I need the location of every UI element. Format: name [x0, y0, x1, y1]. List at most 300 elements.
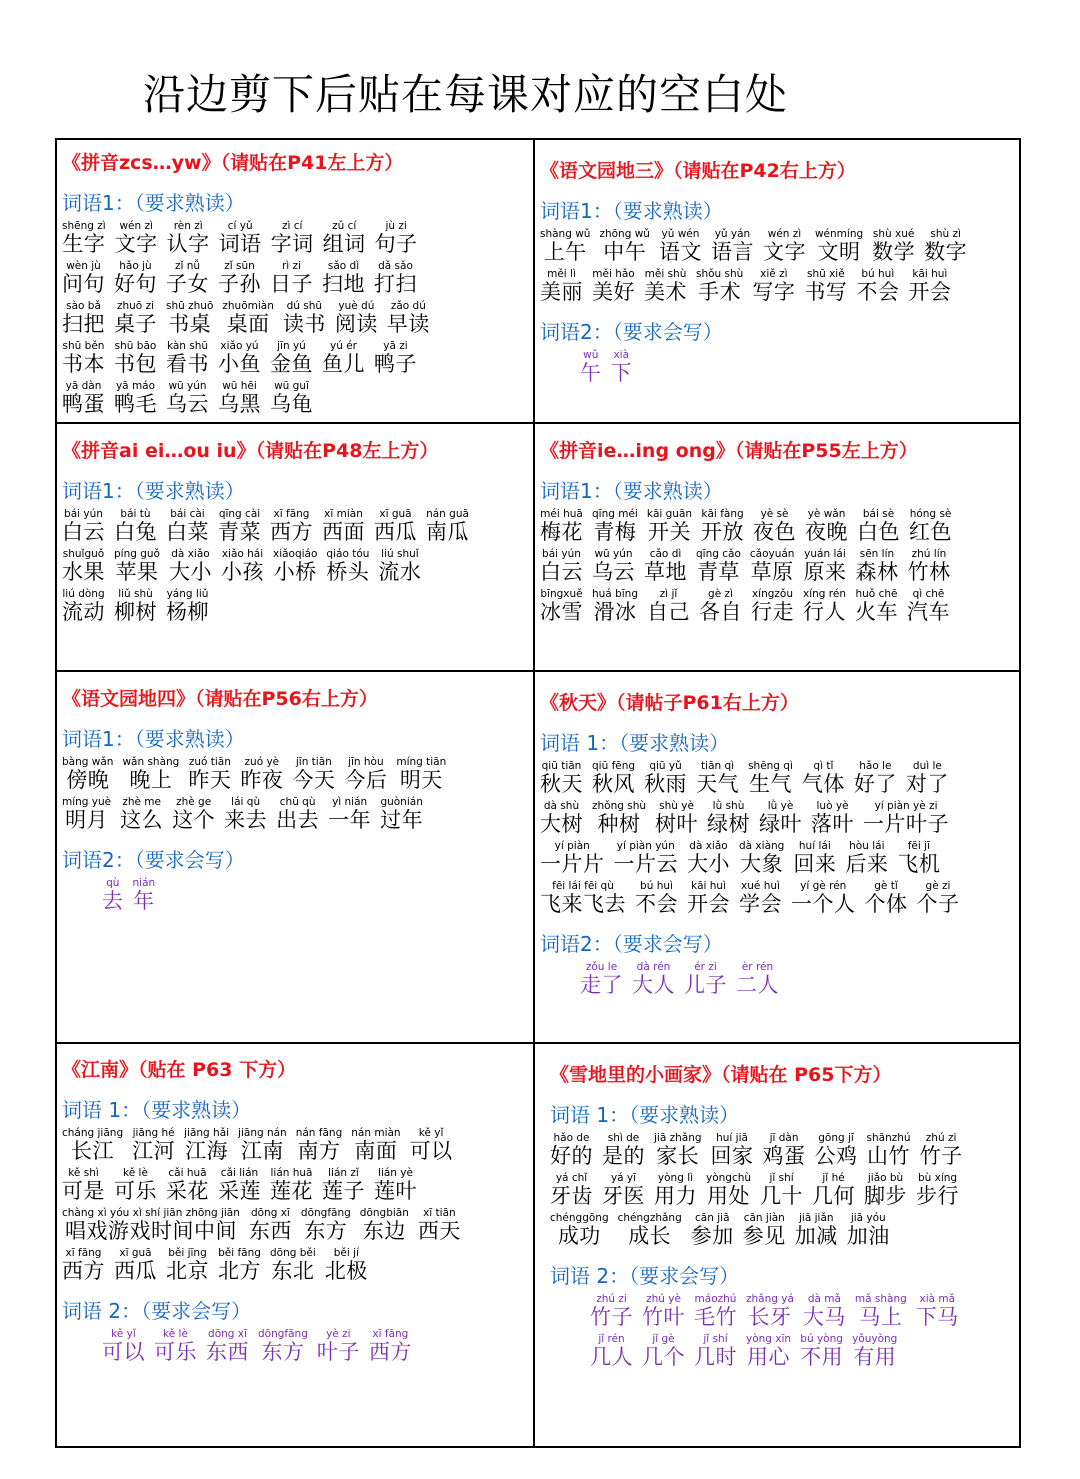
hanzi: 毛竹 [694, 1305, 737, 1329]
vocab-word [691, 1212, 734, 1248]
vocab-word [328, 796, 371, 832]
hanzi: 大象 [740, 852, 784, 876]
vocab-word [270, 1247, 316, 1283]
hanzi: 东边 [362, 1219, 406, 1243]
word-row [540, 800, 969, 836]
hanzi: 文字 [762, 240, 806, 264]
vocab-word [270, 508, 313, 544]
hanzi: 文明 [817, 240, 861, 264]
pinyin: shù xué [872, 228, 915, 240]
vocab-word [540, 800, 583, 836]
hanzi: 用心 [747, 1345, 791, 1369]
hanzi: 扫把 [62, 312, 105, 336]
pinyin: chàng xì yóu xì shí jiān zhōng jiān [62, 1207, 240, 1219]
word-group-label: 词语1：（要求熟读） [62, 479, 245, 503]
vocab-word [166, 588, 209, 624]
word-group-label: 词语 2：（要求会写） [550, 1264, 740, 1288]
vocab-word [62, 756, 113, 792]
pinyin: lǜ yè [767, 800, 794, 812]
vocab-word [803, 548, 846, 584]
word-group-label: 词语1：（要求熟读） [62, 727, 245, 751]
vocab-word [654, 1132, 702, 1168]
hanzi: 落叶 [811, 812, 855, 836]
word-row [550, 1333, 972, 1369]
vocab-word [864, 1172, 907, 1208]
hanzi: 这么 [120, 808, 164, 832]
pinyin: yā dàn [65, 380, 102, 392]
vocab-word [540, 880, 626, 916]
word-row [62, 508, 478, 544]
vocab-word [122, 756, 179, 792]
lesson-title: 《江南》（贴在 P63 下方） [62, 1059, 297, 1081]
vocab-word [793, 840, 836, 876]
pinyin: jīn tiān [295, 756, 332, 768]
hanzi: 马上 [859, 1305, 903, 1329]
hanzi: 有用 [853, 1345, 897, 1369]
vocab-word [292, 756, 335, 792]
hanzi: 青菜 [218, 520, 261, 544]
pinyin: zuó tiān [188, 756, 231, 768]
pinyin: míng tiān [396, 756, 447, 768]
vocab-word [62, 588, 105, 624]
hanzi: 打扫 [374, 272, 417, 296]
pinyin: gōng jī [818, 1132, 854, 1144]
word-row [550, 1293, 972, 1329]
pinyin: bái cài [170, 508, 205, 520]
word-row [62, 877, 455, 913]
pinyin: tiān qì [701, 760, 735, 772]
hanzi: 大人 [632, 973, 675, 997]
hanzi: 桥头 [326, 560, 370, 584]
pinyin: měi lì [547, 268, 576, 280]
hanzi: 中午 [603, 240, 647, 264]
lesson-card [62, 1055, 470, 1364]
pinyin: jiǎo bù [867, 1172, 904, 1184]
vocab-word [791, 880, 856, 916]
pinyin: wénmíng [814, 228, 864, 240]
lesson-card [62, 684, 455, 913]
hanzi: 成功 [557, 1224, 601, 1248]
hanzi: 叶子 [316, 1340, 360, 1364]
hanzi: 开关 [647, 520, 691, 544]
lesson-card [62, 436, 478, 624]
hanzi: 莲花 [270, 1179, 313, 1203]
hanzi: 一片片 [540, 852, 605, 876]
hanzi: 上午 [543, 240, 587, 264]
vocab-word [396, 756, 446, 792]
lesson-card [550, 1060, 972, 1369]
vocab-word [115, 220, 158, 256]
hanzi: 小桥 [273, 560, 317, 584]
vocab-word [635, 880, 678, 916]
hanzi: 出去 [276, 808, 320, 832]
pinyin: zhè me [122, 796, 161, 808]
vocab-word [599, 228, 650, 264]
vocab-word [166, 380, 209, 416]
vocab-word [344, 756, 387, 792]
hanzi: 回家 [710, 1144, 754, 1168]
hanzi: 开放 [701, 520, 745, 544]
hanzi: 树叶 [655, 812, 699, 836]
vocab-word [258, 1328, 308, 1364]
hanzi: 几人 [590, 1345, 633, 1369]
hanzi: 自己 [646, 600, 690, 624]
hanzi: 一年 [328, 808, 372, 832]
pinyin: nián [132, 877, 156, 889]
pinyin: xíng rén [802, 588, 846, 600]
pinyin: xué huì [741, 880, 780, 892]
hanzi: 江河 [132, 1139, 176, 1163]
pinyin: dōngfāng [300, 1207, 351, 1219]
vocab-word [133, 877, 156, 913]
pinyin: jiā jiǎn [799, 1212, 834, 1224]
hanzi: 字词 [270, 232, 314, 256]
vocab-word [642, 1333, 685, 1369]
pinyin: xī guā [379, 508, 412, 520]
hanzi: 西瓜 [374, 520, 417, 544]
vocab-word [602, 1172, 645, 1208]
pinyin: jīn hòu [348, 756, 384, 768]
hanzi: 个子 [916, 892, 960, 916]
pinyin: wǎn shàng [122, 756, 180, 768]
vocab-word [644, 548, 687, 584]
hanzi: 气体 [801, 772, 845, 796]
pinyin: yuán lái [804, 548, 846, 560]
pinyin: zì jǐ [659, 588, 678, 600]
vocab-word [746, 1293, 794, 1329]
pinyin: yè zi [326, 1328, 351, 1340]
vocab-word [711, 1132, 754, 1168]
pinyin: cǎi huā [168, 1167, 207, 1179]
vocab-word [644, 268, 687, 304]
word-row [540, 840, 969, 876]
vocab-word [218, 340, 261, 376]
vocab-word [763, 228, 806, 264]
vocab-word [172, 796, 215, 832]
pinyin: shū bāo [114, 340, 157, 352]
hanzi: 青草 [696, 560, 740, 584]
vocab-word [62, 1247, 105, 1283]
pinyin: dú shū [286, 300, 323, 312]
pinyin: zǐ sūn [224, 260, 255, 272]
hanzi: 鸭蛋 [62, 392, 105, 416]
vocab-word [218, 1167, 261, 1203]
vocab-word [62, 380, 105, 416]
lesson-title: 《拼音ie…ing ong》（请贴在P55左上方） [540, 440, 918, 462]
hanzi: 生字 [62, 232, 106, 256]
vocab-word [62, 1207, 240, 1243]
pinyin: sǎo dì [327, 260, 360, 272]
hanzi: 天气 [696, 772, 740, 796]
vocab-word [283, 300, 326, 336]
vocab-word [325, 1247, 368, 1283]
hanzi: 水果 [62, 560, 105, 584]
word-group-label: 词语1：（要求熟读） [62, 191, 245, 215]
vocab-word [114, 260, 157, 296]
hanzi: 西天 [417, 1219, 461, 1243]
pinyin: yòng xīn [746, 1333, 792, 1345]
pinyin: zhú zi [925, 1132, 957, 1144]
lesson-title: 《秋天》（请帖子P61右上方） [540, 692, 799, 714]
vocab-word [224, 796, 267, 832]
word-row [62, 380, 439, 416]
hanzi: 鸭子 [374, 352, 417, 376]
pinyin: yè sè [760, 508, 789, 520]
word-group-label: 词语1：（要求熟读） [540, 479, 723, 503]
vocab-word [222, 300, 273, 336]
hanzi: 乌黑 [218, 392, 261, 416]
word-row [62, 756, 455, 792]
hanzi: 东北 [271, 1259, 315, 1283]
vocab-word [387, 300, 430, 336]
vocab-word [590, 1293, 633, 1329]
word-row [550, 1212, 972, 1248]
vocab-word [592, 760, 635, 796]
pinyin: chéngzhǎng [617, 1212, 682, 1224]
pinyin: dōng xī [250, 1207, 290, 1219]
hanzi: 来去 [224, 808, 268, 832]
hanzi: 书本 [62, 352, 105, 376]
pinyin: yí piàn yún [616, 840, 675, 852]
pinyin: gè zi [925, 880, 951, 892]
word-row [540, 268, 976, 304]
word-row [540, 508, 961, 544]
vocab-word [114, 300, 157, 336]
pinyin: zhú zi [596, 1293, 627, 1305]
hanzi: 原来 [803, 560, 847, 584]
hanzi: 参见 [742, 1224, 786, 1248]
pinyin: xíngzǒu [751, 588, 793, 600]
pinyin: qiū tiān [541, 760, 582, 772]
vocab-word [694, 1333, 737, 1369]
vocab-word [166, 508, 209, 544]
hanzi: 不会 [635, 892, 678, 916]
hanzi: 日子 [270, 272, 313, 296]
pinyin: xī guā [119, 1247, 152, 1259]
word-row [62, 1247, 470, 1283]
pinyin: nán miàn [351, 1127, 401, 1139]
vocab-word [917, 880, 960, 916]
vocab-word [322, 260, 365, 296]
pinyin: kāi huì [691, 880, 726, 892]
vocab-word [166, 1167, 209, 1203]
vocab-word [865, 880, 908, 916]
hanzi: 采莲 [218, 1179, 261, 1203]
pinyin: běi fāng [218, 1247, 261, 1259]
hanzi: 山竹 [867, 1144, 911, 1168]
vocab-word [102, 877, 124, 913]
vocab-word [863, 800, 949, 836]
pinyin: fēi jī [907, 840, 930, 852]
vocab-word [803, 1293, 846, 1329]
pinyin: méi huā [540, 508, 583, 520]
hanzi: 江海 [185, 1139, 229, 1163]
vocab-word [602, 1132, 645, 1168]
vocab-word [760, 1172, 803, 1208]
pinyin: yá chǐ [555, 1172, 588, 1184]
hanzi: 秋雨 [644, 772, 688, 796]
hanzi: 莲子 [322, 1179, 365, 1203]
hanzi: 可以 [102, 1340, 145, 1364]
vocab-word [240, 756, 283, 792]
hanzi: 西瓜 [114, 1259, 157, 1283]
pinyin: sào bǎ [66, 300, 101, 312]
pinyin: zǎo dú [390, 300, 426, 312]
hanzi: 不用 [800, 1345, 844, 1369]
pinyin: dōng běi [270, 1247, 316, 1259]
vocab-word [62, 220, 106, 256]
pinyin: xī tiān [423, 1207, 456, 1219]
vocab-word [897, 840, 940, 876]
hanzi: 开会 [687, 892, 730, 916]
pinyin: qì chē [912, 588, 945, 600]
vocab-word [374, 1167, 417, 1203]
vocab-word [62, 796, 111, 832]
vocab-word [114, 340, 157, 376]
vocab-word [736, 961, 779, 997]
hanzi: 夜色 [753, 520, 797, 544]
pinyin: yáng liǔ [166, 588, 209, 600]
pinyin: yǔ wén [661, 228, 700, 240]
vocab-word [322, 508, 365, 544]
vocab-word [592, 588, 638, 624]
hanzi: 白菜 [166, 520, 209, 544]
vocab-word [166, 340, 209, 376]
vocab-word [753, 508, 796, 544]
hanzi: 阅读 [334, 312, 378, 336]
hanzi: 行人 [802, 600, 846, 624]
vocab-word [739, 840, 784, 876]
pinyin: hóng sè [909, 508, 952, 520]
pinyin: dà mǎ [807, 1293, 841, 1305]
vocab-word [580, 349, 602, 385]
pinyin: jǐ rén [598, 1333, 625, 1345]
pinyin: jǐ shí [769, 1172, 794, 1184]
hanzi: 是的 [602, 1144, 645, 1168]
vocab-word [114, 1247, 157, 1283]
hanzi: 加油 [846, 1224, 890, 1248]
hanzi: 可是 [62, 1179, 105, 1203]
vocab-word [856, 268, 899, 304]
vocab-word [812, 1172, 855, 1208]
vocab-word [867, 1132, 911, 1168]
pinyin: cān jiā [695, 1212, 730, 1224]
pinyin: dǎ sǎo [378, 260, 413, 272]
page-title: 沿边剪下后贴在每课对应的空白处 [143, 70, 789, 119]
hanzi: 小鱼 [218, 352, 261, 376]
hanzi: 草地 [644, 560, 687, 584]
vocab-word [62, 548, 105, 584]
hanzi: 西方 [368, 1340, 412, 1364]
word-row [62, 796, 455, 832]
vocab-word [802, 760, 845, 796]
vocab-word [580, 961, 623, 997]
pinyin: lián yè [378, 1167, 413, 1179]
vocab-word [540, 228, 590, 264]
hanzi: 唱戏游戏时间中间 [64, 1219, 237, 1243]
vocab-word [916, 1172, 959, 1208]
vocab-word [857, 508, 900, 544]
pinyin: xī miàn [324, 508, 363, 520]
vocab-word [276, 796, 319, 832]
hanzi: 大马 [802, 1305, 846, 1329]
hanzi: 绿树 [707, 812, 751, 836]
pinyin: hòu lái [849, 840, 885, 852]
hanzi: 莲叶 [374, 1179, 417, 1203]
vocab-word [154, 1328, 197, 1364]
hanzi: 回来 [793, 852, 837, 876]
vocab-word [219, 220, 262, 256]
pinyin: chénggōng [550, 1212, 609, 1224]
vocab-word [550, 1212, 609, 1248]
word-row [540, 880, 969, 916]
pinyin: cǎoyuán [749, 548, 795, 560]
hanzi: 可乐 [114, 1179, 157, 1203]
vocab-word [592, 800, 646, 836]
word-group-label: 词语2：（要求会写） [540, 932, 723, 956]
pinyin: qiū fēng [592, 760, 636, 772]
pinyin: bái yún [542, 548, 581, 560]
vocab-word [62, 340, 105, 376]
pinyin: nán guā [426, 508, 469, 520]
pinyin: cān jiàn [743, 1212, 785, 1224]
hanzi: 桌子 [114, 312, 157, 336]
hanzi: 二人 [736, 973, 779, 997]
vocab-word [326, 548, 369, 584]
hanzi: 句子 [374, 232, 418, 256]
vocab-word [273, 548, 317, 584]
vocab-word [270, 380, 313, 416]
vocab-word [188, 756, 231, 792]
vocab-word [322, 1167, 365, 1203]
vocab-word [845, 840, 888, 876]
hanzi: 傍晚 [66, 768, 110, 792]
pinyin: dà rén [636, 961, 671, 973]
vocab-word [908, 268, 951, 304]
hanzi: 公鸡 [814, 1144, 858, 1168]
hanzi: 红色 [909, 520, 953, 544]
vocab-word [270, 340, 313, 376]
pinyin: wū hēi [222, 380, 257, 392]
hanzi: 一片叶子 [863, 812, 950, 836]
pinyin: jiā zhǎng [654, 1132, 702, 1144]
pinyin: běi jīng [168, 1247, 207, 1259]
vocab-word [654, 1172, 697, 1208]
pinyin: bái tù [120, 508, 151, 520]
hanzi: 家长 [656, 1144, 700, 1168]
vocab-word [687, 840, 730, 876]
pinyin: liú shuǐ [381, 548, 419, 560]
vocab-word [166, 300, 213, 336]
pinyin: kě yǐ [111, 1328, 136, 1340]
vocab-word [655, 800, 698, 836]
hanzi: 下 [610, 361, 632, 385]
hanzi: 儿子 [684, 973, 727, 997]
hanzi: 东方 [304, 1219, 348, 1243]
pinyin: qù [106, 877, 120, 889]
hanzi: 去 [102, 889, 124, 913]
vocab-word [855, 1293, 907, 1329]
hanzi: 竹子 [919, 1144, 963, 1168]
vocab-word [855, 548, 898, 584]
hanzi: 森林 [855, 560, 899, 584]
vocab-word [380, 796, 423, 832]
pinyin: máozhú [694, 1293, 737, 1305]
vocab-word [410, 1127, 453, 1163]
vocab-word [114, 588, 157, 624]
hanzi: 冰雪 [540, 600, 583, 624]
vocab-word [114, 380, 157, 416]
